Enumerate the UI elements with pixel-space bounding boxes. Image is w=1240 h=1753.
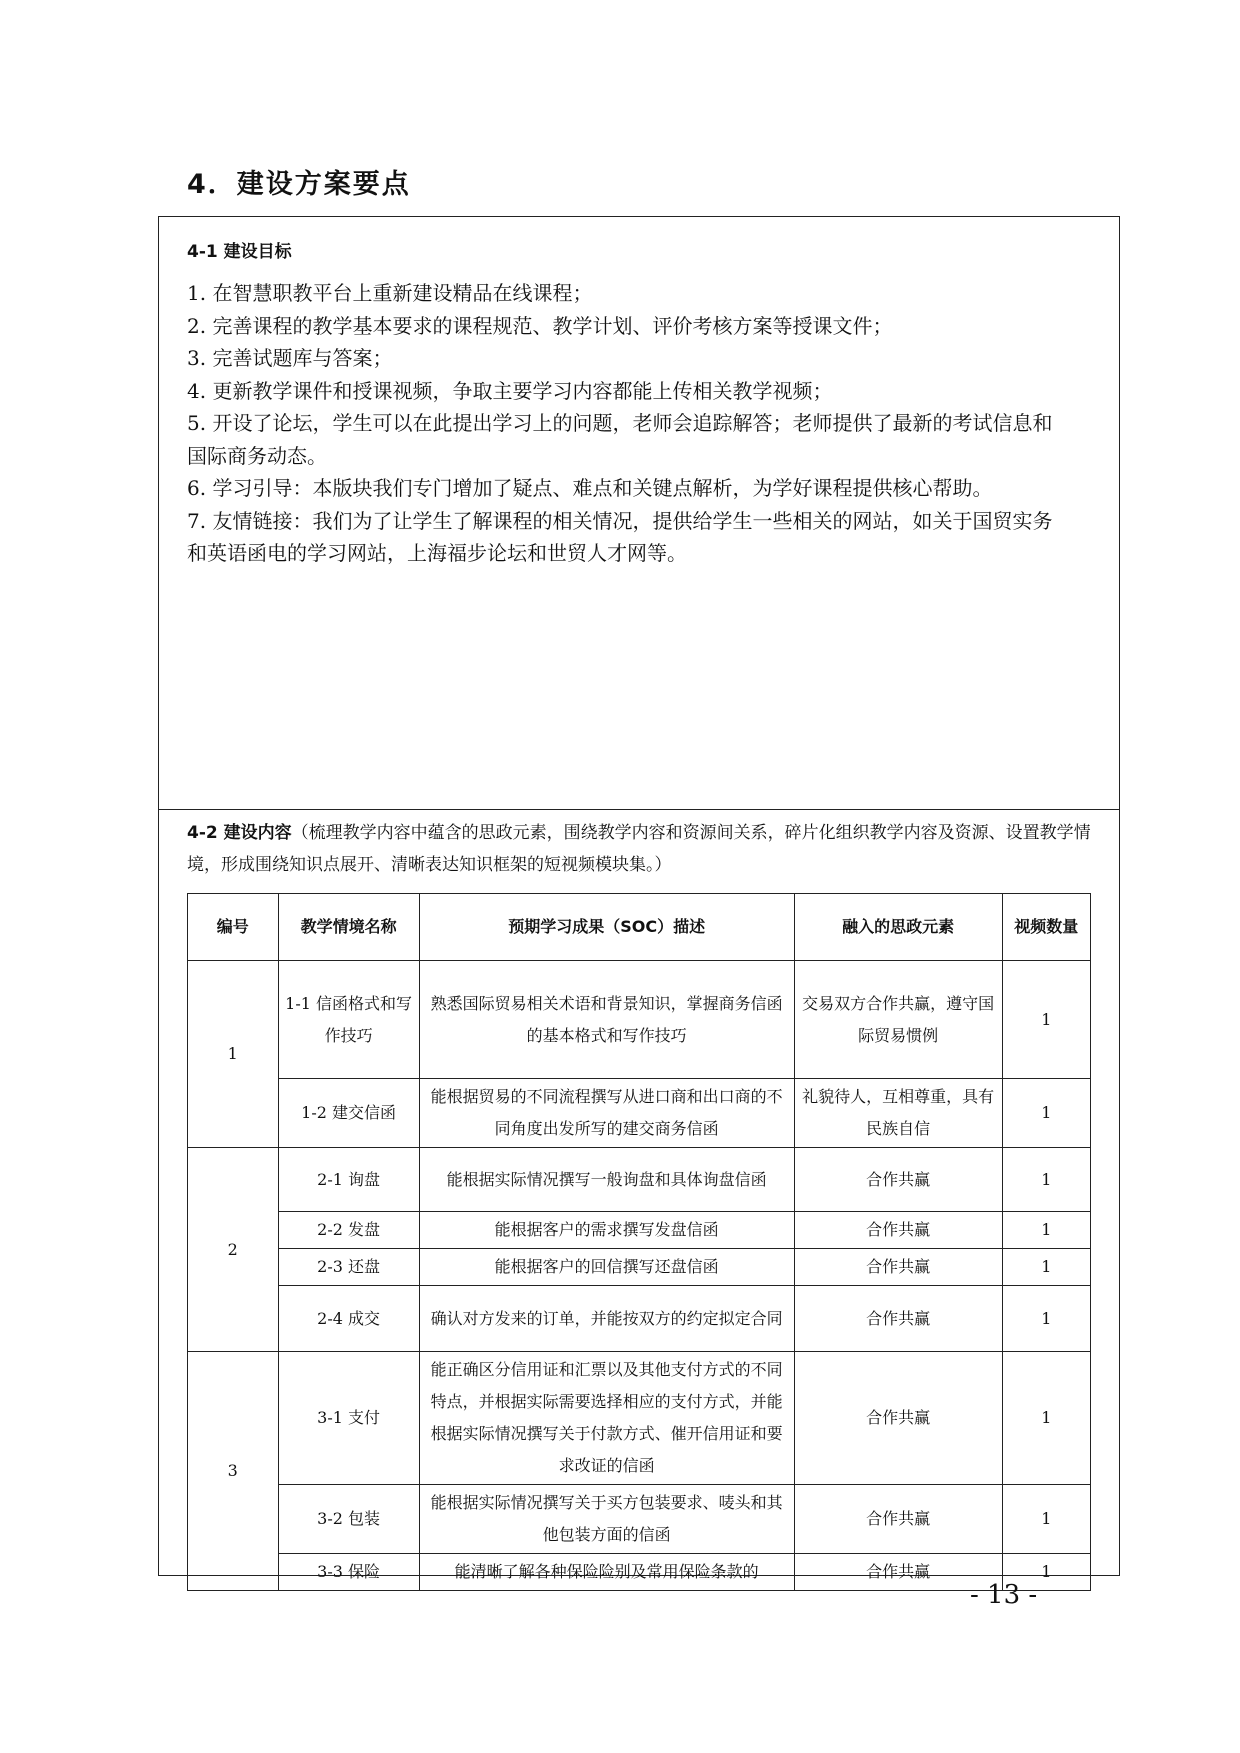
content-title-label: 4-2 建设内容 [187,823,292,843]
scenario-name: 3-1 支付 [278,1352,419,1485]
scenario-name: 2-3 还盘 [278,1249,419,1286]
scenario-name: 2-1 询盘 [278,1148,419,1212]
table-row [188,1249,1091,1286]
soc-description: 能根据客户的回信撰写还盘信函 [419,1249,794,1286]
video-count: 1 [1002,961,1090,1079]
video-count: 1 [1002,1286,1090,1352]
video-count: 1 [1002,1212,1090,1249]
header-id: 编号 [188,894,279,961]
ideology-element: 合作共赢 [794,1148,1002,1212]
goal-item: 6. 学习引导：本版块我们专门增加了疑点、难点和关键点解析，为学好课程提供核心帮助。 [187,476,993,500]
ideology-element: 交易双方合作共赢，遵守国际贸易惯例 [794,961,1002,1079]
ideology-element: 合作共赢 [794,1286,1002,1352]
soc-description: 能根据贸易的不同流程撰写从进口商和出口商的不同角度出发所写的建交商务信函 [419,1079,794,1148]
video-count: 1 [1002,1079,1090,1148]
ideology-element: 合作共赢 [794,1249,1002,1286]
content-title-note: （梳理教学内容中蕴含的思政元素，围绕教学内容和资源间关系，碎片化组织教学内容及资源、设置教学情境，形成围绕知识点展开、清晰表达知识框架的短视频模块集。） [187,823,1091,875]
section-heading: 4．建设方案要点 [187,169,411,200]
scenario-name: 1-1 信函格式和写作技巧 [278,961,419,1079]
scenario-name: 3-3 保险 [278,1554,419,1591]
goals-list [187,277,1067,570]
soc-description: 能根据实际情况撰写关于买方包装要求、唛头和其他包装方面的信函 [419,1485,794,1554]
goal-item: 3. 完善试题库与答案； [187,346,393,370]
ideology-element: 合作共赢 [794,1212,1002,1249]
table-row [188,1212,1091,1249]
soc-description: 能根据客户的需求撰写发盘信函 [419,1212,794,1249]
scenario-name: 2-4 成交 [278,1286,419,1352]
plan-frame [158,216,1120,1581]
soc-description: 熟悉国际贸易相关术语和背景知识，掌握商务信函的基本格式和写作技巧 [419,961,794,1079]
table-row [188,1554,1091,1591]
table-row [188,961,1091,1079]
page-number: - 13 - [970,1580,1038,1610]
header-name: 教学情境名称 [278,894,419,961]
ideology-element: 合作共赢 [794,1352,1002,1485]
scenario-name: 3-2 包装 [278,1485,419,1554]
content-title [187,817,1092,881]
table-row [188,1148,1091,1212]
soc-description: 能清晰了解各种保险险别及常用保险条款的 [419,1554,794,1591]
content-table [187,893,1091,1591]
section-divider [159,809,1119,810]
goal-item: 5. 开设了论坛，学生可以在此提出学习上的问题，老师会追踪解答；老师提供了最新的考试信息和国际商务动态。 [187,411,1053,468]
video-count: 1 [1002,1148,1090,1212]
goal-item: 1. 在智慧职教平台上重新建设精品在线课程； [187,281,593,305]
group-id: 2 [188,1148,279,1352]
video-count: 1 [1002,1485,1090,1554]
video-count: 1 [1002,1352,1090,1485]
soc-description: 确认对方发来的订单，并能按双方的约定拟定合同 [419,1286,794,1352]
group-id: 3 [188,1352,279,1591]
table-row [188,1079,1091,1148]
soc-description: 能正确区分信用证和汇票以及其他支付方式的不同特点，并根据实际需要选择相应的支付方式，并能根据实际情况撰写关于付款方式、催开信用证和要求改证的信函 [419,1352,794,1485]
goal-item: 2. 完善课程的教学基本要求的课程规范、教学计划、评价考核方案等授课文件； [187,313,893,338]
group-id: 1 [188,961,279,1148]
video-count: 1 [1002,1249,1090,1286]
goals-title: 4-1 建设目标 [187,242,292,262]
ideology-element: 合作共赢 [794,1554,1002,1591]
table-header-row [188,894,1091,961]
ideology-element: 礼貌待人，互相尊重，具有民族自信 [794,1079,1002,1148]
video-count: 1 [1002,1554,1090,1591]
goal-item: 4. 更新教学课件和授课视频，争取主要学习内容都能上传相关教学视频； [187,378,833,403]
table-row [188,1352,1091,1485]
ideology-element: 合作共赢 [794,1485,1002,1554]
table-row [188,1286,1091,1352]
table-row [188,1485,1091,1554]
header-count: 视频数量 [1002,894,1090,961]
scenario-name: 2-2 发盘 [278,1212,419,1249]
goal-item: 7. 友情链接：我们为了让学生了解课程的相关情况，提供给学生一些相关的网站，如关于国贸实务和英语函电的学习网站，上海福步论坛和世贸人才网等。 [187,508,1053,565]
header-soc: 预期学习成果（SOC）描述 [419,894,794,961]
header-element: 融入的思政元素 [794,894,1002,961]
soc-description: 能根据实际情况撰写一般询盘和具体询盘信函 [419,1148,794,1212]
scenario-name: 1-2 建交信函 [278,1079,419,1148]
